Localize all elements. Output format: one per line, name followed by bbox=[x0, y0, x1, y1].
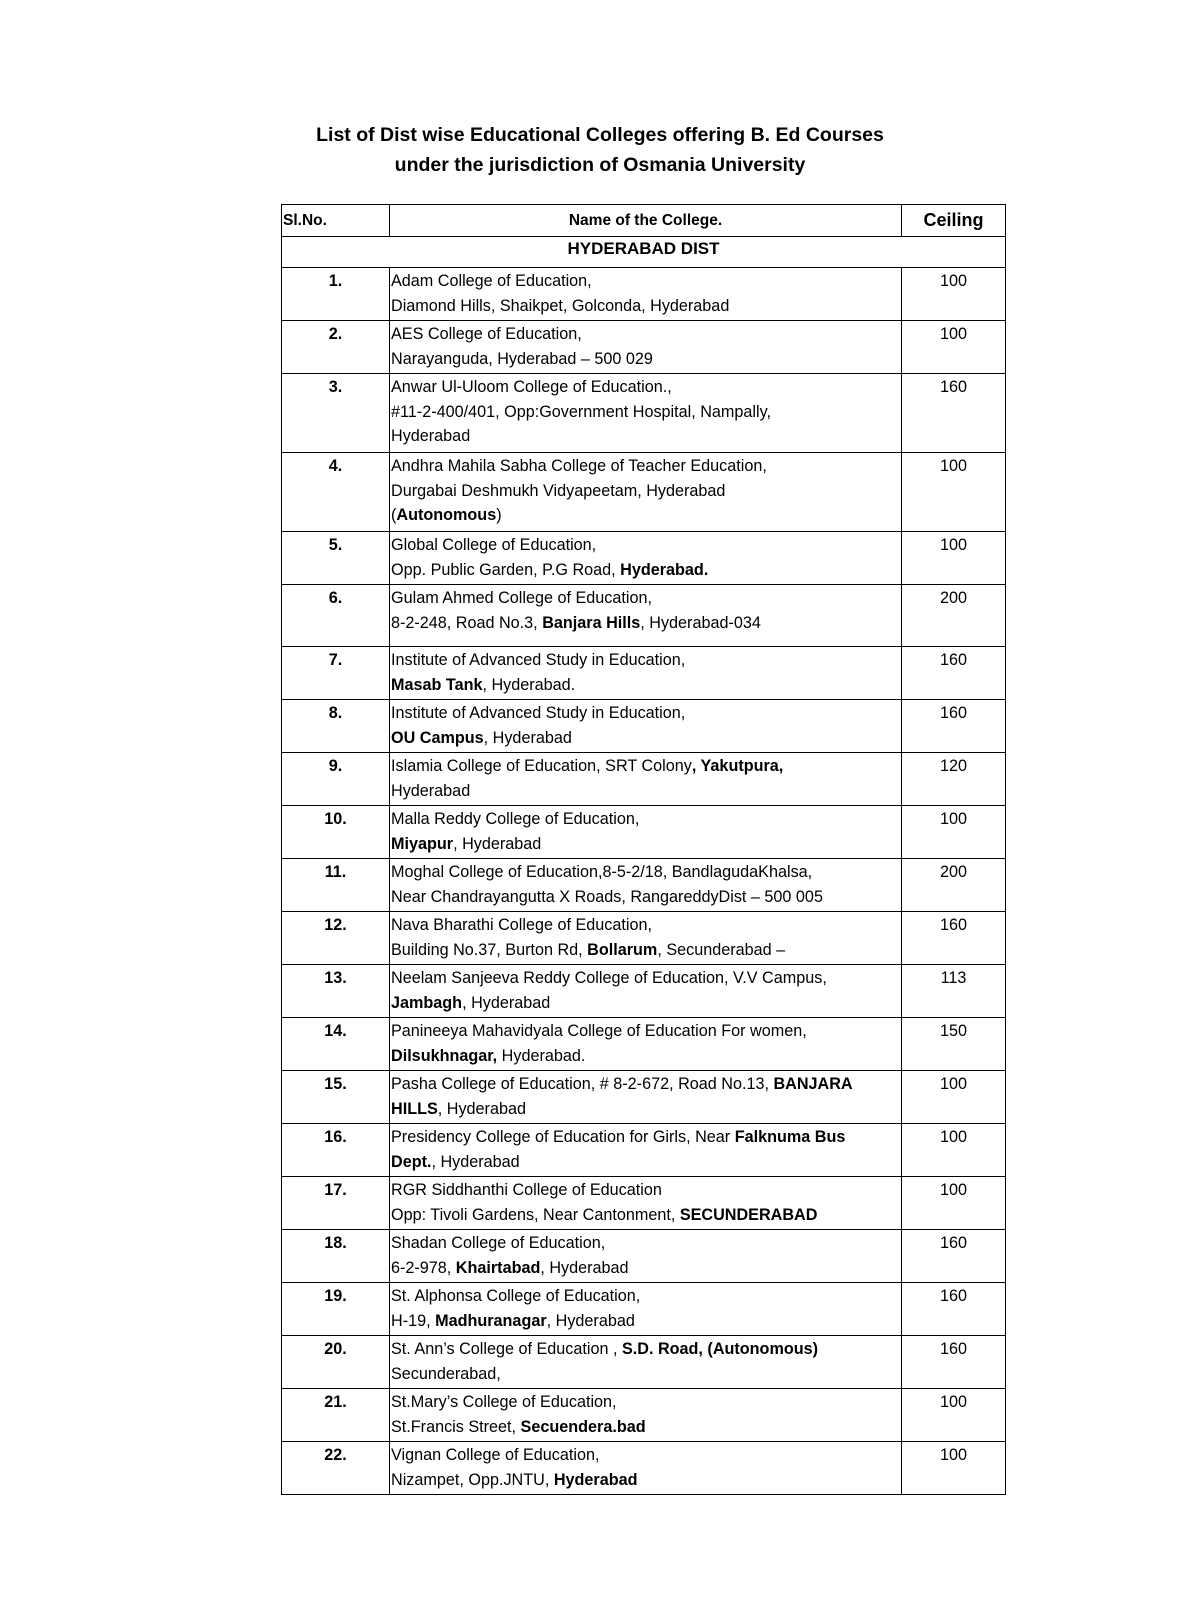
table-row bbox=[282, 1230, 1006, 1283]
college-name-cell bbox=[390, 965, 902, 1018]
address-line bbox=[391, 1178, 901, 1203]
sl-no-cell: 20. bbox=[282, 1336, 390, 1389]
bold-text: Banjara Hills bbox=[542, 613, 641, 632]
text: Panineeya Mahavidyala College of Education For women, bbox=[391, 1022, 807, 1040]
sl-no-cell: 10. bbox=[282, 806, 390, 859]
text: #11-2-400/401, Opp:Government Hospital, Nampally, bbox=[391, 402, 772, 421]
ceiling-cell: 160 bbox=[902, 374, 1006, 453]
ceiling-cell: 160 bbox=[902, 700, 1006, 753]
college-name-cell bbox=[390, 700, 902, 753]
text: Global College of Education, bbox=[391, 536, 597, 554]
table-row bbox=[282, 1071, 1006, 1124]
colleges-table bbox=[281, 204, 1006, 1495]
sl-no-cell: 15. bbox=[282, 1071, 390, 1124]
bold-text: Hyderabad. bbox=[620, 560, 709, 579]
college-name-cell bbox=[390, 753, 902, 806]
text: , Hyderabad bbox=[453, 834, 542, 853]
ceiling-cell: 160 bbox=[902, 1230, 1006, 1283]
address-line bbox=[391, 1443, 901, 1468]
text: 6-2-978, bbox=[391, 1258, 456, 1277]
text: Pasha College of Education, # 8-2-672, Road No.13, bbox=[391, 1075, 774, 1093]
bold-text: Dept. bbox=[391, 1152, 432, 1171]
text: , Hyderabad bbox=[437, 1099, 526, 1118]
text: Anwar Ul-Uloom College of Education., bbox=[391, 378, 672, 396]
address-line bbox=[391, 754, 901, 779]
text: H-19, bbox=[391, 1311, 436, 1330]
address-line bbox=[391, 454, 901, 479]
sl-no-cell: 16. bbox=[282, 1124, 390, 1177]
ceiling-cell: 160 bbox=[902, 647, 1006, 700]
bold-text: , Yakutpura, bbox=[691, 757, 784, 775]
text: Hyderabad bbox=[391, 781, 471, 800]
table-row bbox=[282, 1336, 1006, 1389]
text: Andhra Mahila Sabha College of Teacher Education, bbox=[391, 457, 767, 475]
text: , Secunderabad – bbox=[657, 940, 786, 959]
table-row bbox=[282, 374, 1006, 453]
bold-text: Jambagh bbox=[391, 993, 463, 1012]
address-line bbox=[391, 1415, 901, 1440]
college-name-cell bbox=[390, 268, 902, 321]
text: , Hyderabad-034 bbox=[640, 613, 761, 632]
address-line bbox=[391, 1125, 901, 1150]
ceiling-cell: 160 bbox=[902, 1336, 1006, 1389]
sl-no-cell: 18. bbox=[282, 1230, 390, 1283]
text: Hyderabad bbox=[391, 427, 471, 445]
ceiling-cell: 150 bbox=[902, 1018, 1006, 1071]
text: Malla Reddy College of Education, bbox=[391, 810, 640, 828]
ceiling-cell: 100 bbox=[902, 1071, 1006, 1124]
text: St.Mary’s College of Education, bbox=[391, 1393, 617, 1411]
bold-text: Secuendera.bad bbox=[520, 1417, 646, 1436]
sl-no-cell: 12. bbox=[282, 912, 390, 965]
table-row bbox=[282, 647, 1006, 700]
text: , Hyderabad bbox=[462, 993, 551, 1012]
text: Building No.37, Burton Rd, bbox=[391, 940, 588, 959]
college-name-cell bbox=[390, 1018, 902, 1071]
address-line bbox=[391, 479, 901, 504]
bold-text: OU Campus bbox=[391, 728, 484, 747]
address-line bbox=[391, 1044, 901, 1069]
address-line bbox=[391, 1468, 901, 1493]
bold-text: Madhuranagar bbox=[435, 1311, 547, 1330]
college-name-cell bbox=[390, 1336, 902, 1389]
text: , Hyderabad. bbox=[482, 675, 576, 694]
table-row bbox=[282, 268, 1006, 321]
table-row bbox=[282, 1442, 1006, 1495]
district-row bbox=[282, 237, 1006, 268]
sl-no-cell: 13. bbox=[282, 965, 390, 1018]
address-line bbox=[391, 885, 901, 910]
sl-no-cell: 1. bbox=[282, 268, 390, 321]
text: 8-2-248, Road No.3, bbox=[391, 613, 543, 632]
text: Nizampet, Opp.JNTU, bbox=[391, 1470, 554, 1489]
sl-no-cell: 17. bbox=[282, 1177, 390, 1230]
address-line bbox=[391, 375, 901, 400]
college-name-cell bbox=[390, 1389, 902, 1442]
bold-text: Khairtabad bbox=[455, 1258, 541, 1277]
college-name-cell bbox=[390, 321, 902, 374]
header-row bbox=[282, 205, 1006, 237]
ceiling-cell: 160 bbox=[902, 1283, 1006, 1336]
address-line bbox=[391, 701, 901, 726]
text: Presidency College of Education for Girls, Near bbox=[391, 1128, 735, 1146]
college-name-cell bbox=[390, 1442, 902, 1495]
text: RGR Siddhanthi College of Education bbox=[391, 1181, 662, 1199]
text: Institute of Advanced Study in Education, bbox=[391, 704, 686, 722]
bold-text: BANJARA bbox=[773, 1075, 853, 1093]
address-line bbox=[391, 1309, 901, 1334]
address-line bbox=[391, 400, 901, 425]
table-row bbox=[282, 753, 1006, 806]
address-line bbox=[391, 294, 901, 319]
table-row bbox=[282, 1283, 1006, 1336]
address-line bbox=[391, 533, 901, 558]
sl-no-cell: 19. bbox=[282, 1283, 390, 1336]
ceiling-cell: 100 bbox=[902, 1442, 1006, 1495]
sl-no-cell: 8. bbox=[282, 700, 390, 753]
text: Adam College of Education, bbox=[391, 272, 592, 290]
text: Vignan College of Education, bbox=[391, 1446, 600, 1464]
college-name-cell bbox=[390, 1124, 902, 1177]
table-row bbox=[282, 912, 1006, 965]
address-line bbox=[391, 673, 901, 698]
address-line bbox=[391, 1390, 901, 1415]
text: St. Ann’s College of Education , bbox=[391, 1340, 622, 1358]
text: Shadan College of Education, bbox=[391, 1234, 606, 1252]
text: St.Francis Street, bbox=[391, 1417, 521, 1436]
text: Secunderabad, bbox=[391, 1364, 501, 1383]
address-line bbox=[391, 1337, 901, 1362]
text: , Hyderabad bbox=[483, 728, 572, 747]
college-name-cell bbox=[390, 912, 902, 965]
sl-no-cell: 21. bbox=[282, 1389, 390, 1442]
address-line bbox=[391, 1150, 901, 1175]
college-name-cell bbox=[390, 374, 902, 453]
address-line bbox=[391, 322, 901, 347]
ceiling-cell: 120 bbox=[902, 753, 1006, 806]
address-line bbox=[391, 1072, 901, 1097]
text: , Hyderabad bbox=[431, 1152, 520, 1171]
table-row bbox=[282, 1389, 1006, 1442]
sl-no-cell: 22. bbox=[282, 1442, 390, 1495]
college-name-cell bbox=[390, 1071, 902, 1124]
text: Hyderabad. bbox=[497, 1046, 586, 1065]
address-line bbox=[391, 860, 901, 885]
text: Narayanguda, Hyderabad – 500 029 bbox=[391, 349, 653, 368]
address-line bbox=[391, 807, 901, 832]
table-row bbox=[282, 1124, 1006, 1177]
bold-text: HILLS bbox=[391, 1099, 438, 1118]
address-line bbox=[391, 1362, 901, 1387]
page-subtitle: under the jurisdiction of Osmania University bbox=[394, 154, 806, 176]
address-line bbox=[391, 611, 901, 636]
address-line bbox=[391, 347, 901, 372]
college-name-cell bbox=[390, 532, 902, 585]
ceiling-cell: 113 bbox=[902, 965, 1006, 1018]
address-line bbox=[391, 558, 901, 583]
text: Islamia College of Education, SRT Colony bbox=[391, 757, 692, 775]
text: Opp. Public Garden, P.G Road, bbox=[391, 560, 621, 579]
table-row bbox=[282, 859, 1006, 912]
text: AES College of Education, bbox=[391, 325, 582, 343]
college-name-cell bbox=[390, 585, 902, 647]
address-line bbox=[391, 1284, 901, 1309]
sl-no-cell: 14. bbox=[282, 1018, 390, 1071]
text: Durgabai Deshmukh Vidyapeetam, Hyderabad bbox=[391, 481, 726, 500]
bold-text: Bollarum bbox=[587, 940, 658, 959]
table-row bbox=[282, 532, 1006, 585]
ceiling-cell: 100 bbox=[902, 806, 1006, 859]
table-row bbox=[282, 700, 1006, 753]
sl-no-cell: 4. bbox=[282, 453, 390, 532]
address-line bbox=[391, 1231, 901, 1256]
address-line bbox=[391, 269, 901, 294]
ceiling-cell: 160 bbox=[902, 912, 1006, 965]
table-row bbox=[282, 585, 1006, 647]
sl-no-cell: 9. bbox=[282, 753, 390, 806]
table-row bbox=[282, 1018, 1006, 1071]
text: Nava Bharathi College of Education, bbox=[391, 916, 652, 934]
text: Neelam Sanjeeva Reddy College of Education, V.V Campus, bbox=[391, 969, 827, 987]
college-name-cell bbox=[390, 453, 902, 532]
ceiling-cell: 100 bbox=[902, 453, 1006, 532]
ceiling-cell: 200 bbox=[902, 859, 1006, 912]
table-row bbox=[282, 321, 1006, 374]
ceiling-cell: 100 bbox=[902, 321, 1006, 374]
bold-text: Dilsukhnagar, bbox=[391, 1046, 498, 1065]
college-name-cell bbox=[390, 1283, 902, 1336]
college-name-cell bbox=[390, 647, 902, 700]
table-row bbox=[282, 965, 1006, 1018]
text: Diamond Hills, Shaikpet, Golconda, Hyderabad bbox=[391, 296, 730, 315]
college-name-cell bbox=[390, 1230, 902, 1283]
text: Gulam Ahmed College of Education, bbox=[391, 589, 652, 607]
text: Moghal College of Education,8-5-2/18, BandlagudaKhalsa, bbox=[391, 863, 813, 881]
bold-text: Hyderabad bbox=[553, 1470, 638, 1489]
ceiling-cell: 100 bbox=[902, 1177, 1006, 1230]
address-line bbox=[391, 913, 901, 938]
table-row bbox=[282, 806, 1006, 859]
address-line bbox=[391, 424, 901, 449]
address-line bbox=[391, 966, 901, 991]
ceiling-cell: 100 bbox=[902, 532, 1006, 585]
text: ( bbox=[391, 506, 397, 524]
ceiling-cell: 100 bbox=[902, 268, 1006, 321]
sl-no-cell: 3. bbox=[282, 374, 390, 453]
address-line bbox=[391, 832, 901, 857]
sl-no-cell: 11. bbox=[282, 859, 390, 912]
text: , Hyderabad bbox=[540, 1258, 629, 1277]
ceiling-cell: 100 bbox=[902, 1124, 1006, 1177]
text: ) bbox=[496, 506, 502, 524]
text: St. Alphonsa College of Education, bbox=[391, 1287, 641, 1305]
address-line bbox=[391, 1256, 901, 1281]
bold-text: S.D. Road, (Autonomous) bbox=[621, 1340, 819, 1358]
address-line bbox=[391, 779, 901, 804]
address-line bbox=[391, 1097, 901, 1122]
bold-text: Autonomous bbox=[396, 506, 497, 524]
college-name-cell bbox=[390, 1177, 902, 1230]
text: Institute of Advanced Study in Education, bbox=[391, 651, 686, 669]
header-ceiling: Ceiling bbox=[902, 205, 1006, 237]
sl-no-cell: 7. bbox=[282, 647, 390, 700]
address-line bbox=[391, 1019, 901, 1044]
address-line bbox=[391, 991, 901, 1016]
address-line bbox=[391, 503, 901, 528]
college-name-cell bbox=[390, 859, 902, 912]
header-sl-no: Sl.No. bbox=[282, 205, 390, 237]
address-line bbox=[391, 938, 901, 963]
sl-no-cell: 2. bbox=[282, 321, 390, 374]
page-title: List of Dist wise Educational Colleges offering B. Ed Courses bbox=[316, 124, 884, 146]
ceiling-cell: 200 bbox=[902, 585, 1006, 647]
college-name-cell bbox=[390, 806, 902, 859]
address-line bbox=[391, 648, 901, 673]
bold-text: Miyapur bbox=[391, 834, 454, 853]
address-line bbox=[391, 1203, 901, 1228]
table-row bbox=[282, 1177, 1006, 1230]
address-line bbox=[391, 586, 901, 611]
sl-no-cell: 5. bbox=[282, 532, 390, 585]
header-name: Name of the College. bbox=[390, 205, 902, 237]
table-row bbox=[282, 453, 1006, 532]
bold-text: Falknuma Bus bbox=[734, 1128, 846, 1146]
sl-no-cell: 6. bbox=[282, 585, 390, 647]
ceiling-cell: 100 bbox=[902, 1389, 1006, 1442]
text: Opp: Tivoli Gardens, Near Cantonment, bbox=[391, 1205, 680, 1224]
bold-text: Masab Tank bbox=[391, 675, 483, 694]
bold-text: SECUNDERABAD bbox=[679, 1205, 818, 1224]
text: Near Chandrayangutta X Roads, RangareddyDist – 500 005 bbox=[391, 887, 823, 906]
district-heading: HYDERABAD DIST bbox=[282, 237, 1006, 268]
address-line bbox=[391, 726, 901, 751]
text: , Hyderabad bbox=[546, 1311, 635, 1330]
